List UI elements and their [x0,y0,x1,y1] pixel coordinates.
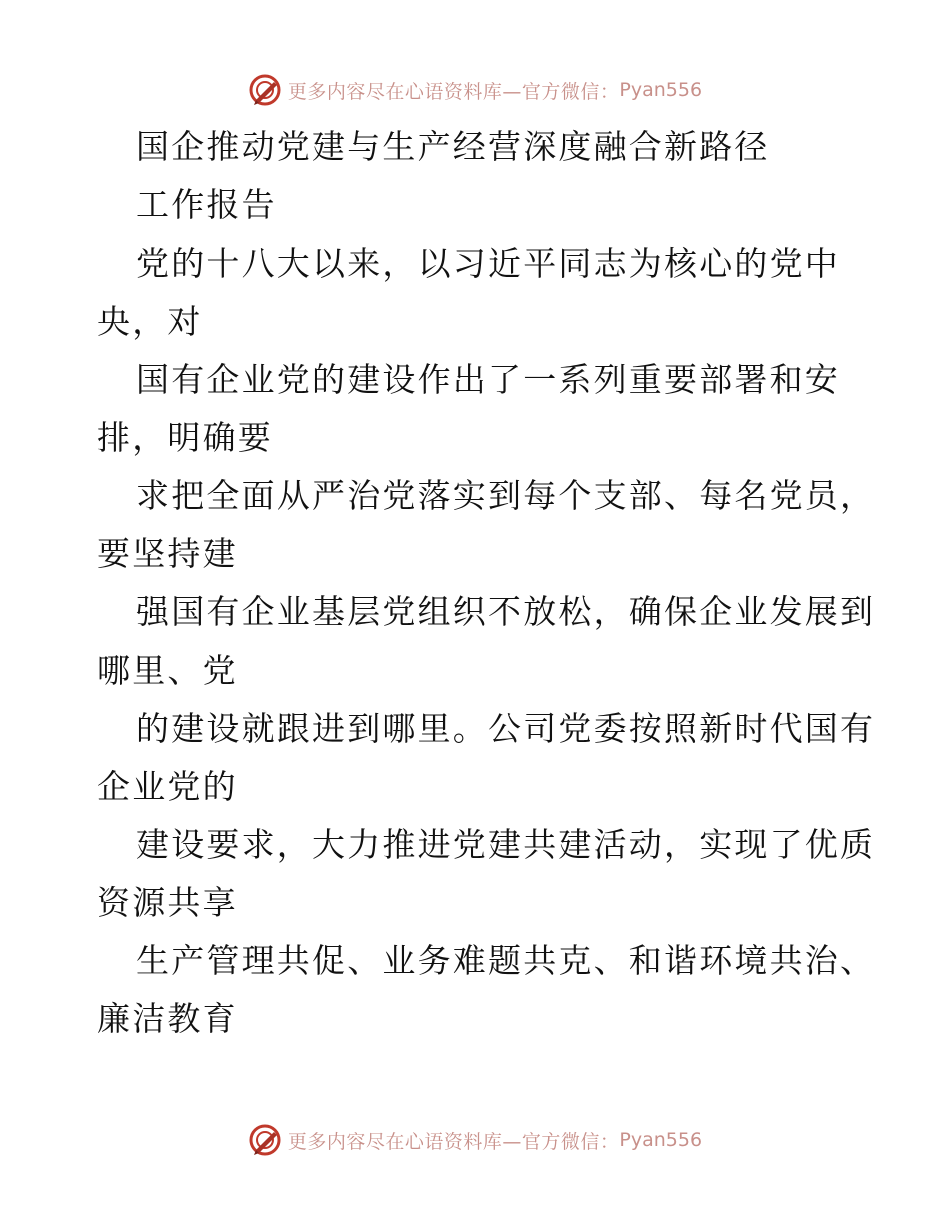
document-subtitle: 工作报告 [136,185,277,224]
paragraph-line: 的建设就跟进到哪里。公司党委按照新时代国有 [136,709,876,748]
paragraph-line: 求把全面从严治党落实到每个支部、每名党员， [136,476,876,515]
paragraph-line: 央，对 [97,302,203,341]
paragraph-line: 哪里、党 [97,651,238,690]
footer-watermark [0,1120,950,1160]
pen-logo-icon [248,73,282,107]
paragraph-line: 排，明确要 [97,418,273,457]
paragraph-line: 企业党的 [97,767,238,806]
paragraph-line: 国有企业党的建设作出了一系列重要部署和安 [136,360,840,399]
watermark-text: 更多内容尽在心语资料库—官方微信： [287,1130,620,1153]
watermark-text: 更多内容尽在心语资料库—官方微信： [287,80,620,103]
watermark-wechat-id: Pyan556 [619,79,703,101]
watermark-wechat-id: Pyan556 [619,1129,703,1151]
paragraph-line: 党的十八大以来，以习近平同志为核心的党中 [136,244,840,283]
document-title: 国企推动党建与生产经营深度融合新路径 [136,127,770,166]
paragraph-line: 生产管理共促、业务难题共克、和谐环境共治、 [136,941,876,980]
paragraph-line: 建设要求，大力推进党建共建活动，实现了优质 [136,825,876,864]
paragraph-line: 廉洁教育 [97,999,238,1038]
paragraph-line: 资源共享 [97,883,238,922]
paragraph-line: 强国有企业基层党组织不放松，确保企业发展到 [136,592,876,631]
paragraph-line: 要坚持建 [97,534,238,573]
header-watermark [0,70,950,110]
pen-logo-icon [248,1123,282,1157]
